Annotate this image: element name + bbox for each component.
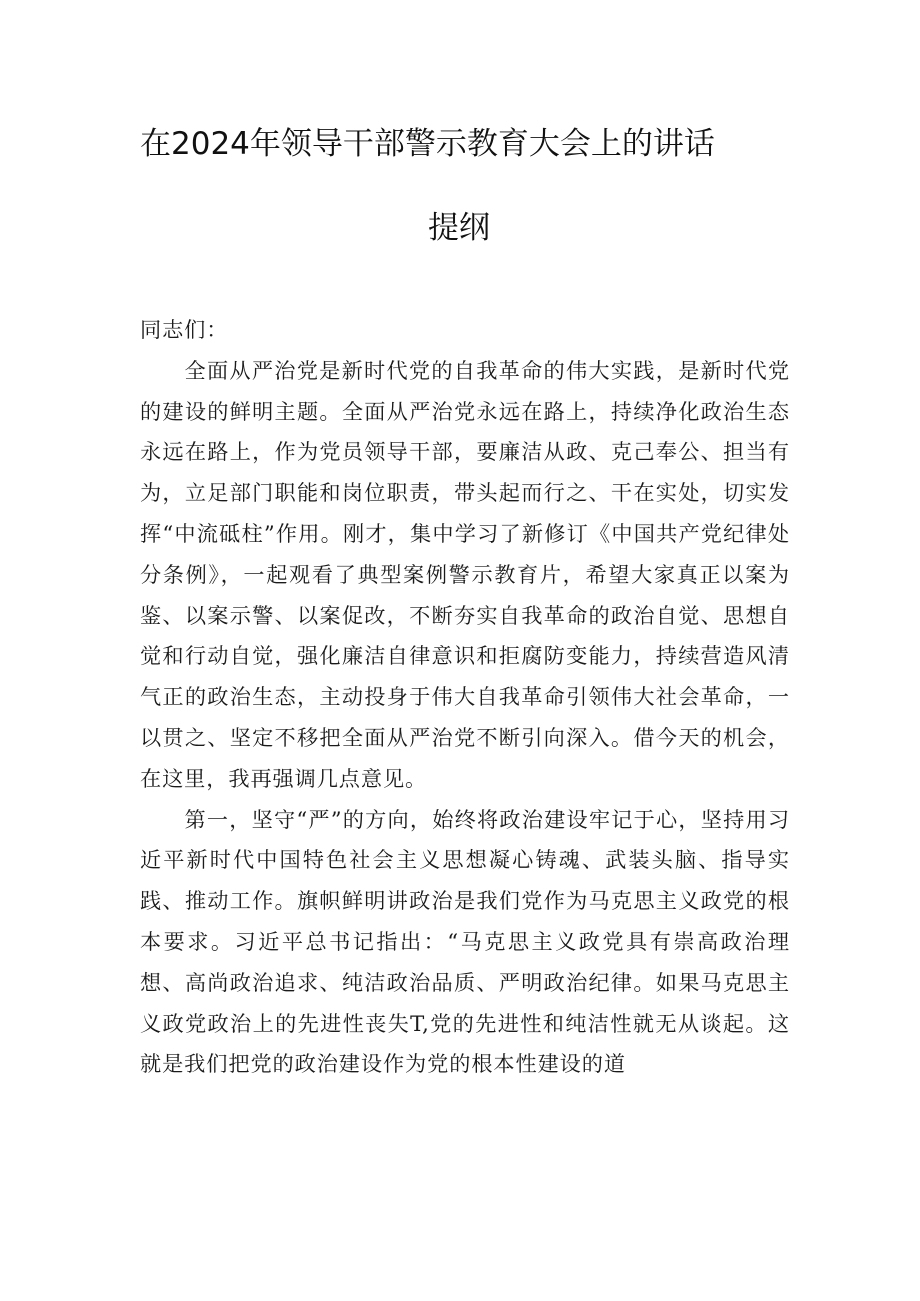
document-title: 在2024年领导干部警示教育大会上的讲话 (140, 126, 715, 162)
paragraph-1: 全面从严治党是新时代党的自我革命的伟大实践，是新时代党的建设的鲜明主题。全面从严治党永远在路上，持续净化政治生态永远在路上，作为党员领导干部，要廉洁从政、克己奉公、担当有为，立足部门职能和岗位职责，带头起而行之、干在实处，切实发挥“中流砥柱”作用。刚才，集中学习了新修订《中国共产党纪律处分条例》，一起观看了典型案例警示教育片，希望大家真正以案为鉴、以案示警、以案促改，不断夯实自我革命的政治自觉、思想自觉和行动自觉，强化廉洁自律意识和拒腐防变能力，持续营造风清气正的政治生态，主动投身于伟大自我革命引领伟大社会革命，一以贯之、坚定不移把全面从严治党不断引向深入。借今天的机会，在这里，我再强调几点意见。 (140, 357, 790, 791)
salutation: 同志们： (140, 317, 229, 342)
paragraph-2: 第一，坚守“严”的方向，始终将政治建设牢记于心，坚持用习近平新时代中国特色社会主义思想凝心铸魂、武装头脑、指导实践、推动工作。旗帜鲜明讲政治是我们党作为马克思主义政党的根本要求。习近平总书记指出：“马克思主义政党具有崇高政治理想、高尚政治追求、纯洁政治品质、严明政治纪律。如果马克思主义政党政治上的先进性丧失T,党的先进性和纯洁性就无从谈起。这就是我们把党的政治建设作为党的根本性建设的道 (140, 806, 790, 1077)
document-title-continuation: 提纲 (428, 210, 490, 246)
document-body (140, 310, 790, 1085)
